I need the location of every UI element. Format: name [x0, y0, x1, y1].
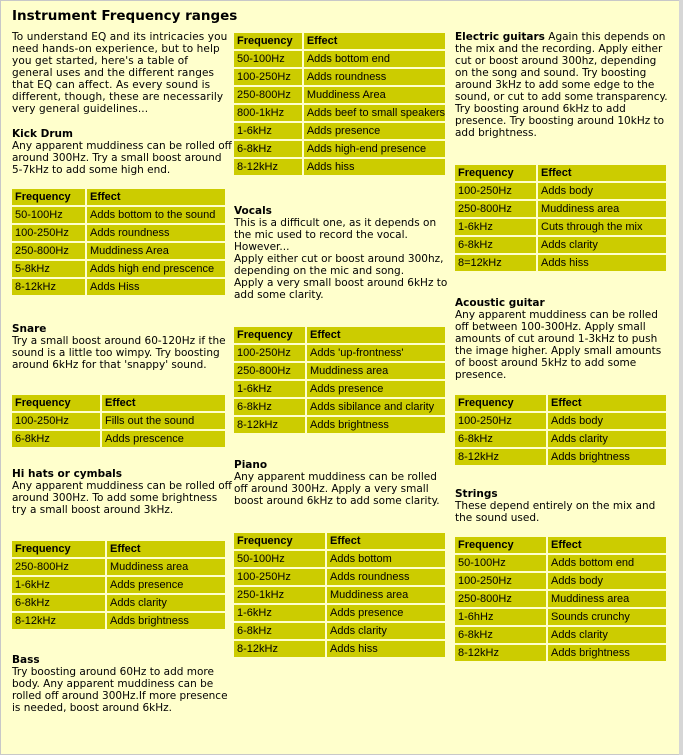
effect-cell: Adds body [538, 183, 666, 199]
section-text: Apply either cut or boost around 300hz, depending on the mic and song. [234, 253, 444, 277]
frequency-cell: 1-6kHz [234, 605, 325, 621]
acoustic-frequency-table [453, 393, 668, 467]
frequency-cell: 100-250Hz [455, 573, 546, 589]
effect-cell: Muddiness area [327, 587, 445, 603]
section-snare [12, 323, 232, 371]
frequency-cell: 6-8kHz [455, 627, 546, 643]
table-row [234, 123, 445, 139]
table-row [234, 105, 445, 121]
section-text: Try a small boost around 60-120Hz if the sound is a little too wimpy. Try boosting around 6kHz for that 'snappy' sound. [12, 335, 226, 371]
effect-header: Effect [327, 533, 445, 549]
table-row [455, 591, 666, 607]
frequency-cell: 8-12kHz [234, 417, 305, 433]
frequency-cell: 100-250Hz [12, 413, 100, 429]
frequency-cell: 6-8kHz [234, 399, 305, 415]
section-kick-drum [12, 128, 232, 176]
effect-cell: Adds clarity [548, 431, 666, 447]
frequency-cell: 800-1kHz [234, 105, 302, 121]
table-row [12, 279, 225, 295]
table-row [455, 627, 666, 643]
section-hi-hats [12, 468, 232, 516]
frequency-cell: 100-250Hz [234, 69, 302, 85]
effect-cell: Muddiness area [538, 201, 666, 217]
effect-cell: Muddiness Area [87, 243, 225, 259]
effect-cell: Sounds crunchy [548, 609, 666, 625]
section-text: Any apparent muddiness can be rolled off around 300Hz. Try a small boost around 5-7kHz to add some high end. [12, 140, 232, 176]
snare-frequency-table [10, 393, 227, 449]
frequency-cell: 5-8kHz [12, 261, 85, 277]
frequency-cell: 250-800Hz [234, 363, 305, 379]
table-row [12, 559, 225, 575]
frequency-cell: 6-8kHz [455, 237, 536, 253]
effect-cell: Adds presence [307, 381, 445, 397]
frequency-cell: 100-250Hz [455, 413, 546, 429]
table-row [234, 159, 445, 175]
table-row [12, 225, 225, 241]
effect-cell: Adds prescence [102, 431, 225, 447]
table-row [12, 577, 225, 593]
effect-cell: Adds high-end presence [304, 141, 445, 157]
effect-cell: Muddiness area [307, 363, 445, 379]
section-text: Any apparent muddiness can be rolled off between 100-300Hz. Apply small amounts of cut around 1-3kHz to push the image higher. Apply small amounts of boost around 5kHz to add some presence. [455, 309, 662, 381]
effect-cell: Fills out the sound [102, 413, 225, 429]
frequency-cell: 250-1kHz [234, 587, 325, 603]
effect-header: Effect [538, 165, 666, 181]
frequency-cell: 50-100Hz [455, 555, 546, 571]
table-row [234, 399, 445, 415]
section-heading: Strings [455, 488, 498, 500]
frequency-cell: 250-800Hz [12, 559, 105, 575]
table-row [234, 87, 445, 103]
effect-cell: Adds 'up-frontness' [307, 345, 445, 361]
section-text: Again this depends on the mix and the recording. Apply either cut or boost around 300hz, depending on the song and sound. Try boosting around 3kHz to add some edge to the sound, or cut to add some transparency. Try boosting around 6kHz to add presence. Try boosting around 10kHz to add brightness. [455, 31, 668, 139]
kick-frequency-table [10, 187, 227, 297]
effect-cell: Adds bottom end [548, 555, 666, 571]
effect-cell: Adds bottom end [304, 51, 445, 67]
frequency-cell: 100-250Hz [12, 225, 85, 241]
effect-cell: Adds roundness [87, 225, 225, 241]
section-heading: Kick Drum [12, 128, 73, 140]
table-row [455, 609, 666, 625]
section-text: This is a difficult one, as it depends on the mic used to record the vocal. However... [234, 217, 437, 253]
effect-cell: Adds body [548, 413, 666, 429]
effect-cell: Adds brightness [307, 417, 445, 433]
frequency-header: Frequency [234, 533, 325, 549]
vocals-frequency-table [232, 325, 447, 435]
frequency-header: Frequency [455, 395, 546, 411]
table-header-row [234, 33, 445, 49]
frequency-cell: 6-8kHz [234, 141, 302, 157]
effect-cell: Adds hiss [538, 255, 666, 271]
table-header-row [234, 327, 445, 343]
table-row [455, 555, 666, 571]
frequency-cell: 8-12kHz [234, 159, 302, 175]
table-row [12, 413, 225, 429]
section-vocals [234, 205, 449, 301]
effect-cell: Adds clarity [548, 627, 666, 643]
effect-header: Effect [87, 189, 225, 205]
effect-cell: Adds roundness [327, 569, 445, 585]
frequency-cell: 6-8kHz [12, 595, 105, 611]
table-row [234, 363, 445, 379]
effect-cell: Muddiness area [107, 559, 225, 575]
section-text: Any apparent muddiness can be rolled off around 300Hz. Apply a very small boost around 6kHz to add some clarity. [234, 471, 440, 507]
frequency-header: Frequency [12, 541, 105, 557]
frequency-cell: 1-6kHz [455, 219, 536, 235]
table-row [12, 595, 225, 611]
frequency-header: Frequency [234, 33, 302, 49]
effect-cell: Adds clarity [327, 623, 445, 639]
effect-cell: Adds hiss [327, 641, 445, 657]
piano-frequency-table [232, 531, 447, 659]
effect-cell: Adds bottom to the sound [87, 207, 225, 223]
frequency-cell: 8-12kHz [234, 641, 325, 657]
frequency-cell: 250-800Hz [234, 87, 302, 103]
frequency-cell: 50-100Hz [234, 551, 325, 567]
frequency-header: Frequency [455, 165, 536, 181]
section-heading: Vocals [234, 205, 272, 217]
effect-cell: Adds brightness [107, 613, 225, 629]
effect-header: Effect [107, 541, 225, 557]
section-acoustic-guitar [455, 297, 671, 381]
effect-cell: Adds body [548, 573, 666, 589]
table-row [455, 237, 666, 253]
effect-cell: Adds hiss [304, 159, 445, 175]
table-row [234, 605, 445, 621]
table-row [455, 645, 666, 661]
frequency-header: Frequency [234, 327, 305, 343]
section-heading: Piano [234, 459, 268, 471]
table-row [234, 417, 445, 433]
scrollbar-edge[interactable] [679, 0, 683, 755]
effect-header: Effect [548, 537, 666, 553]
page-title: Instrument Frequency ranges [12, 8, 238, 24]
effect-cell: Adds presence [107, 577, 225, 593]
table-row [234, 623, 445, 639]
section-text: Try boosting around 60Hz to add more body. Any apparent muddiness can be rolled off around 300Hz.If more presence is needed, boost around 6kHz. [12, 666, 228, 714]
frequency-cell: 50-100Hz [234, 51, 302, 67]
intro-text-block [12, 31, 232, 115]
table-row [455, 573, 666, 589]
frequency-cell: 1-6kHz [12, 577, 105, 593]
frequency-header: Frequency [455, 537, 546, 553]
effect-cell: Adds beef to small speakers [304, 105, 445, 121]
effect-cell: Adds high end prescence [87, 261, 225, 277]
general-frequency-table [232, 31, 447, 177]
table-header-row [12, 395, 225, 411]
table-header-row [12, 541, 225, 557]
table-row [234, 141, 445, 157]
table-header-row [234, 533, 445, 549]
frequency-cell: 250-800Hz [455, 591, 546, 607]
table-row [12, 261, 225, 277]
section-electric-guitars [455, 31, 671, 139]
section-bass [12, 654, 232, 714]
frequency-header: Frequency [12, 395, 100, 411]
intro-text: To understand EQ and its intricacies you need hands-on experience, but to help you get started, here's a table of general uses and the different ranges that EQ can affect. As every sound is different, though, these are necessarily very general guidelines... [12, 31, 228, 115]
frequency-header: Frequency [12, 189, 85, 205]
table-header-row [455, 395, 666, 411]
section-strings [455, 488, 671, 524]
section-heading: Acoustic guitar [455, 297, 545, 309]
section-heading: Bass [12, 654, 40, 666]
frequency-cell: 50-100Hz [12, 207, 85, 223]
effect-cell: Adds presence [304, 123, 445, 139]
effect-cell: Adds presence [327, 605, 445, 621]
table-row [455, 431, 666, 447]
effect-cell: Adds bottom [327, 551, 445, 567]
table-row [234, 641, 445, 657]
effect-cell: Adds roundness [304, 69, 445, 85]
section-text: Any apparent muddiness can be rolled off around 300Hz. To add some brightness try a small boost around 3kHz. [12, 480, 232, 516]
effect-header: Effect [548, 395, 666, 411]
frequency-cell: 8-12kHz [12, 613, 105, 629]
table-row [12, 243, 225, 259]
table-row [12, 207, 225, 223]
section-text: These depend entirely on the mix and the sound used. [455, 500, 656, 524]
frequency-cell: 6-8kHz [234, 623, 325, 639]
effect-cell: Adds brightness [548, 449, 666, 465]
table-row [455, 413, 666, 429]
table-header-row [455, 537, 666, 553]
effect-header: Effect [102, 395, 225, 411]
frequency-cell: 100-250Hz [234, 569, 325, 585]
section-heading: Hi hats or cymbals [12, 468, 123, 480]
section-heading: Snare [12, 323, 47, 335]
section-text: Apply a very small boost around 6kHz to add some clarity. [234, 277, 448, 301]
effect-header: Effect [307, 327, 445, 343]
frequency-cell: 100-250Hz [455, 183, 536, 199]
electric-frequency-table [453, 163, 668, 273]
table-row [455, 201, 666, 217]
table-row [455, 255, 666, 271]
hihats-frequency-table [10, 539, 227, 631]
effect-cell: Adds clarity [107, 595, 225, 611]
frequency-cell: 1-6hHz [455, 609, 546, 625]
frequency-cell: 8-12kHz [12, 279, 85, 295]
frequency-cell: 250-800Hz [455, 201, 536, 217]
frequency-cell: 250-800Hz [12, 243, 85, 259]
table-row [12, 431, 225, 447]
table-header-row [455, 165, 666, 181]
table-row [12, 613, 225, 629]
table-row [455, 449, 666, 465]
table-row [234, 587, 445, 603]
effect-header: Effect [304, 33, 445, 49]
strings-frequency-table [453, 535, 668, 663]
table-row [234, 381, 445, 397]
frequency-cell: 1-6kHz [234, 381, 305, 397]
effect-cell: Muddiness area [548, 591, 666, 607]
frequency-cell: 6-8kHz [455, 431, 546, 447]
effect-cell: Adds brightness [548, 645, 666, 661]
frequency-cell: 100-250Hz [234, 345, 305, 361]
frequency-cell: 6-8kHz [12, 431, 100, 447]
table-row [455, 183, 666, 199]
frequency-cell: 8-12kHz [455, 645, 546, 661]
frequency-cell: 1-6kHz [234, 123, 302, 139]
table-row [234, 345, 445, 361]
frequency-cell: 8=12kHz [455, 255, 536, 271]
table-row [234, 551, 445, 567]
effect-cell: Adds clarity [538, 237, 666, 253]
effect-cell: Adds sibilance and clarity [307, 399, 445, 415]
table-header-row [12, 189, 225, 205]
effect-cell: Cuts through the mix [538, 219, 666, 235]
table-row [234, 569, 445, 585]
table-row [455, 219, 666, 235]
section-heading: Electric guitars [455, 31, 545, 43]
table-row [234, 51, 445, 67]
table-row [234, 69, 445, 85]
effect-cell: Adds Hiss [87, 279, 225, 295]
frequency-cell: 8-12kHz [455, 449, 546, 465]
section-piano [234, 459, 449, 507]
effect-cell: Muddiness Area [304, 87, 445, 103]
